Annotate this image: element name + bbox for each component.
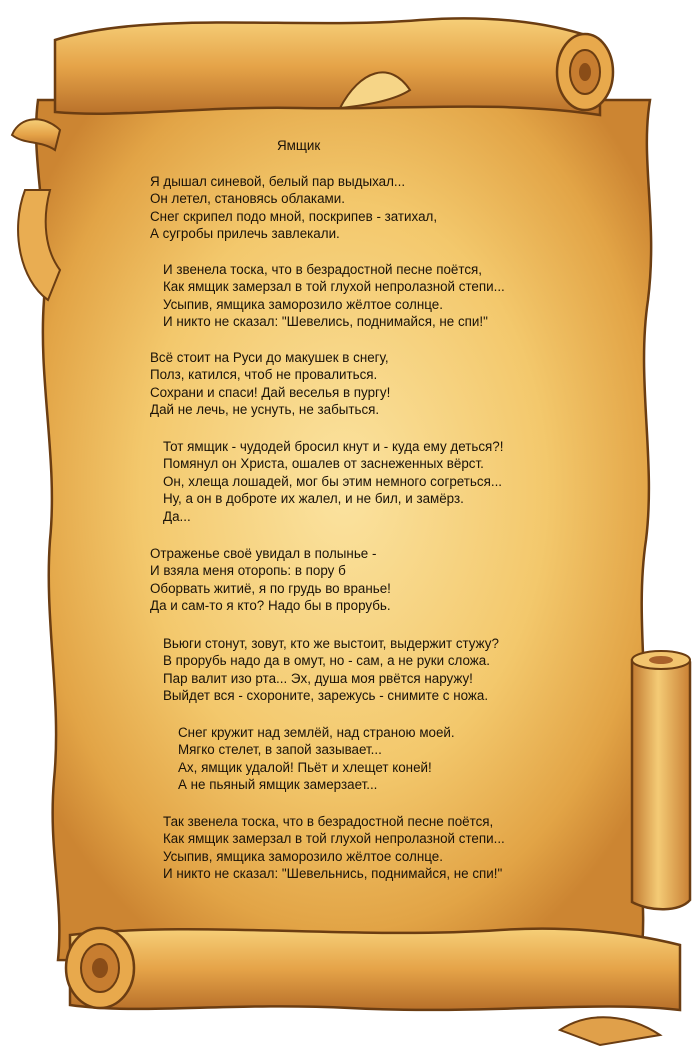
poem-line: Полз, катился, чтоб не провалиться.	[150, 367, 378, 383]
poem-line: И взяла меня оторопь: в пору б	[150, 563, 346, 579]
poem-line: Да...	[163, 508, 191, 524]
poem-line: Усыпив, ямщика заморозило жёлтое солнце.	[163, 848, 443, 864]
poem-line: Как ямщик замерзал в той глухой непролазной степи...	[163, 279, 505, 295]
poem-line: Вьюги стонут, зовут, кто же выстоит, выдержит стужу?	[163, 636, 499, 651]
poem-line: Выйдет вся - схороните, зарежусь - снимите с ножа.	[163, 688, 489, 704]
poem-line: В прорубь надо да в омут, но - сам, а не руки сложа.	[163, 653, 490, 669]
right-side-roll	[632, 651, 690, 909]
poem-line: Оборвать житиё, я по грудь во вранье!	[150, 580, 391, 596]
poem-line: Как ямщик замерзал в той глухой непролазной степи...	[163, 831, 505, 847]
top-scroll-roll	[55, 18, 613, 115]
poem-line: Снег скрипел подо мной, поскрипев - затихал,	[150, 208, 438, 224]
stanza	[163, 813, 505, 883]
stanza	[150, 173, 437, 243]
poem-line: Ах, ямщик удалой! Пьёт и хлещет коней!	[178, 759, 432, 775]
poem-line: Я дышал синевой, белый пар выдыхал...	[150, 174, 406, 189]
stanza	[150, 349, 390, 419]
poem-line: И звенела тоска, что в безрадостной песне поётся,	[163, 262, 482, 277]
stanza	[150, 545, 391, 615]
bottom-scroll-roll	[66, 928, 680, 1045]
poem-line: Пар валит изо рта... Эх, душа моя рвётся наружу!	[163, 670, 473, 686]
poem-line: И никто не сказал: "Шевельнись, поднимайся, не спи!"	[163, 866, 503, 882]
poem-line: Снег кружит над землёй, над страною моей.	[178, 725, 455, 740]
poem-line: Он, хлеща лошадей, мог бы этим немного согреться...	[163, 473, 503, 489]
poem-line: А сугробы прилечь завлекали.	[150, 226, 340, 242]
poem-line: Тот ямщик - чудодей бросил кнут и - куда ему деться?!	[163, 439, 504, 454]
stanza	[163, 438, 503, 525]
poem-line: Сохрани и спаси! Дай веселья в пургу!	[150, 384, 391, 400]
poem-line: Отраженье своё увидал в полынье -	[150, 546, 377, 561]
stanza	[163, 635, 499, 705]
poem-line: Он летел, становясь облаками.	[150, 191, 345, 207]
poem-line: И никто не сказал: "Шевелись, поднимайся, не спи!"	[163, 314, 488, 330]
stanza	[178, 724, 455, 794]
poem-line: А не пьяный ямщик замерзает...	[178, 777, 378, 793]
poem-line: Дай не лечь, не уснуть, не забыться.	[150, 402, 380, 418]
poem-line: Мягко стелет, в запой зазывает...	[178, 742, 382, 758]
poem-line: Всё стоит на Руси до макушек в снегу,	[150, 350, 389, 365]
poem-line: Да и сам-то я кто? Надо бы в прорубь.	[150, 598, 391, 614]
poem-line: Ну, а он в доброте их жалел, и не бил, и замёрз.	[163, 491, 464, 507]
stanza	[163, 261, 505, 331]
poem-line: Усыпив, ямщика заморозило жёлтое солнце.	[163, 296, 443, 312]
poem-line: Так звенела тоска, что в безрадостной песне поётся,	[163, 814, 494, 829]
poem-title: Ямщик	[277, 138, 321, 153]
poem-line: Помянул он Христа, ошалев от заснеженных вёрст.	[163, 456, 484, 472]
